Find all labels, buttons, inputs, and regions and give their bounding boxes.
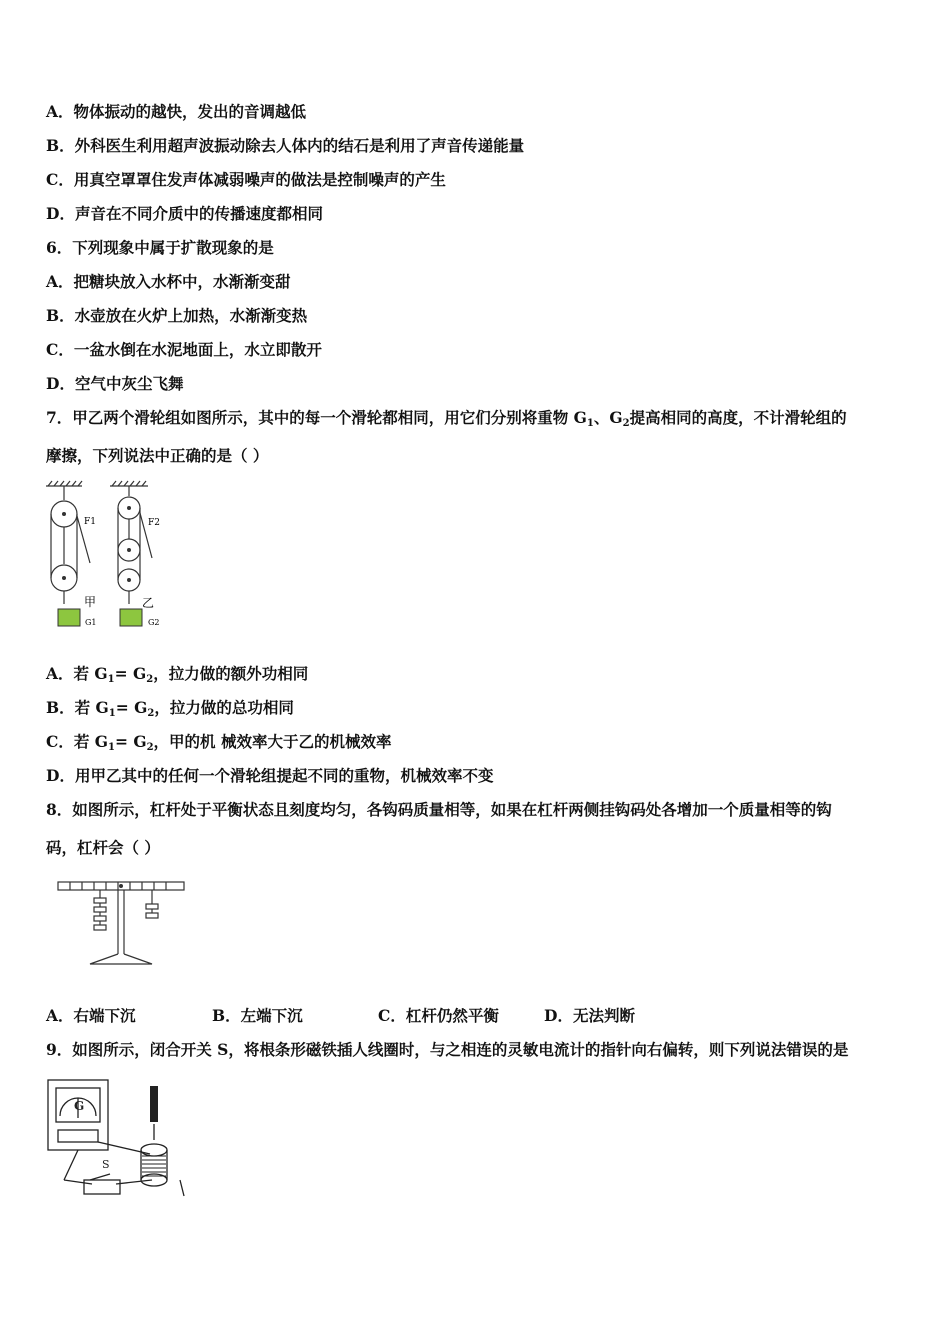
weight-g2 <box>120 609 142 626</box>
q7-option-a: A．若 G1= G2，拉力做的额外功相同 <box>46 664 309 685</box>
q9-stem: 9．如图所示，闭合开关 S，将根条形磁铁插人线圈时，与之相连的灵敏电流计的指针向右偏转，则下列说法错误的是 <box>46 1040 849 1059</box>
q8-option-b: B．左端下沉 <box>212 1006 303 1025</box>
q8-option-d: D．无法判断 <box>544 1006 635 1025</box>
q7-option-c: C．若 G1= G2，甲的机 械效率大于乙的机械效率 <box>46 732 392 753</box>
label-g: G <box>74 1099 85 1113</box>
q8-stem-line2: 码，杠杆会（ ） <box>46 838 160 857</box>
q6-option-d: D．空气中灰尘飞舞 <box>46 374 184 393</box>
q5-option-c: C．用真空罩罩住发声体减弱噪声的做法是控制噪声的产生 <box>46 170 446 189</box>
label-g2: G2 <box>148 618 160 627</box>
pulley-figure <box>38 478 178 636</box>
q8-options <box>46 1006 635 1026</box>
q6-option-c: C．一盆水倒在水泥地面上，水立即散开 <box>46 340 322 359</box>
q8-option-c: C．杠杆仍然平衡 <box>378 1006 499 1025</box>
label-f2: F2 <box>148 518 160 528</box>
bar-magnet <box>150 1086 158 1122</box>
q5-option-d: D．声音在不同介质中的传播速度都相同 <box>46 204 323 223</box>
label-f1: F1 <box>84 517 96 527</box>
q7-stem-line2: 摩擦，下列说法中正确的是（ ） <box>46 446 269 465</box>
q8-stem-line1: 8．如图所示，杠杆处于平衡状态且刻度均匀，各钩码质量相等，如果在杠杆两侧挂钩码处各增加一个质量相等的钩 <box>46 800 832 819</box>
label-s: S <box>102 1158 110 1171</box>
q5-option-a: A．物体振动的越快，发出的音调越低 <box>46 102 307 121</box>
label-g1: G1 <box>85 618 97 627</box>
q6-stem: 6．下列现象中属于扩散现象的是 <box>46 238 274 257</box>
weight-g1 <box>58 609 80 626</box>
q5-option-b: B．外科医生利用超声波振动除去人体内的结石是利用了声音传递能量 <box>46 136 525 155</box>
label-jia: 甲 <box>84 595 97 609</box>
galvanometer-figure <box>44 1076 194 1202</box>
q7-option-d: D．用甲乙其中的任何一个滑轮组提起不同的重物，机械效率不变 <box>46 766 494 785</box>
lever-figure <box>54 872 188 972</box>
q8-option-a: A．右端下沉 <box>46 1006 136 1025</box>
q7-option-b: B．若 G1= G2，拉力做的总功相同 <box>46 698 294 719</box>
q6-option-b: B．水壶放在火炉上加热，水渐渐变热 <box>46 306 308 325</box>
label-yi: 乙 <box>142 596 155 610</box>
q7-stem-line1: 7．甲乙两个滑轮组如图所示，其中的每一个滑轮都相同，用它们分别将重物 G1、G2提高相同的高度，不计滑轮组的 <box>46 408 847 429</box>
q6-option-a: A．把糖块放入水杯中，水渐渐变甜 <box>46 272 291 291</box>
